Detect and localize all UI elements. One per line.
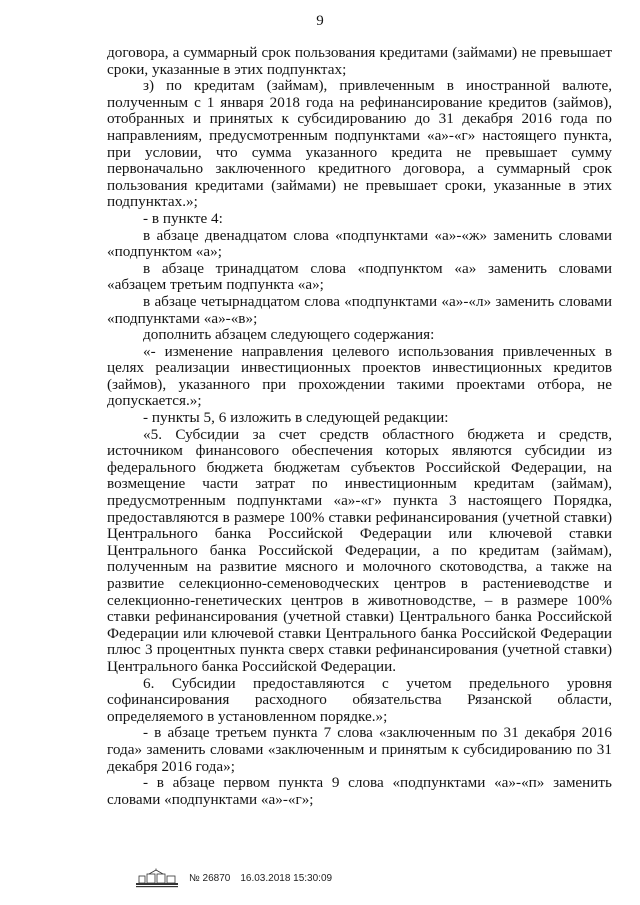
paragraph: - в пункте 4:	[143, 209, 223, 227]
paragraph: - в абзаце третьем пункта 7 слова «заключенным по 31 декабря 2016 года» заменить словами «заключенным и принятым к субсидированию по 31 декабря 2016 года»;	[107, 724, 612, 775]
paragraph: з) по кредитам (займам), привлеченным в иностранной валюте, полученным с 1 января 2018 года на рефинансирование кредитов (займов), отобранных и принятых к субсидированию до 31 декабря 2016 года по направлениям, предусмотренным подпунктами «а»-«г» настоящего пункта, при условии, что сумма указанного кредита не превышает сумму первоначально заключенного кредитного договора, а суммарный срок пользования кредитами (займами) не превышает сроки, указанные в этих подпунктах.»;	[107, 77, 612, 211]
paragraph: дополнить абзацем следующего содержания:	[143, 326, 435, 344]
building-logo-icon	[135, 868, 179, 888]
paragraph: «- изменение направления целевого использования привлеченных в целях реализации инвестиционных проектов инвестиционных кредитов (займов), указанного при прохождении такими проектами отбора, не допускается.»;	[107, 342, 612, 410]
paragraph: «5. Субсидии за счет средств областного бюджета и средств, источником финансового обеспечения которых являются субсидии из федерального бюджета бюджетам субъектов Российской Федерации, на возмещение части затрат по инвестиционным кредитам (займам), предусмотренным подпунктами «а»-«г» пункта 3 настоящего Порядка, предоставляются в размере 100% ставки рефинансирования (учетной ставки) Центрального банка Российской Федерации или ключевой ставки Центрального банка Российской Федерации, а по кредитам (займам), полученным на развитие мясного и молочного скотоводства, а также на развитие селекционно-семеноводческих центров в растениеводстве и селекционно-генетических центров в животноводстве, – в размере 100% ставки рефинансирования (учетной ставки) Центрального банка Российской Федерации или ключевой ставки Центрального банка Российской Федерации плюс 3 процентных пункта сверх ставки рефинансирования (учетной ставки) Центрального банка Российской Федерации.	[107, 425, 612, 675]
paragraph: 6. Субсидии предоставляются с учетом предельного уровня софинансирования расходного обязательства Рязанской области, определяемого в установленном порядке.»;	[107, 674, 612, 725]
paragraph: в абзаце четырнадцатом слова «подпунктами «а»-«л» заменить словами «подпунктами «а»-«в»;	[107, 292, 612, 327]
page-number: 9	[316, 13, 324, 29]
document-number: № 26870	[189, 872, 231, 884]
paragraph: в абзаце тринадцатом слова «подпунктом «а» заменить словами «абзацем третьим подпункта «а»;	[107, 259, 612, 294]
document-timestamp: 16.03.2018 15:30:09	[240, 872, 333, 884]
paragraph: договора, а суммарный срок пользования кредитами (займами) не превышает сроки, указанные в этих подпунктах;	[107, 44, 612, 78]
document-body	[107, 45, 612, 808]
paragraph: в абзаце двенадцатом слова «подпунктами «а»-«ж» заменить словами «подпунктом «а»;	[107, 226, 612, 261]
paragraph: - пункты 5, 6 изложить в следующей редакции:	[143, 409, 449, 427]
paragraph: - в абзаце первом пункта 9 слова «подпунктами «а»-«п» заменить словами «подпунктами «а»-«г»;	[107, 774, 612, 808]
document-footer	[135, 868, 332, 888]
